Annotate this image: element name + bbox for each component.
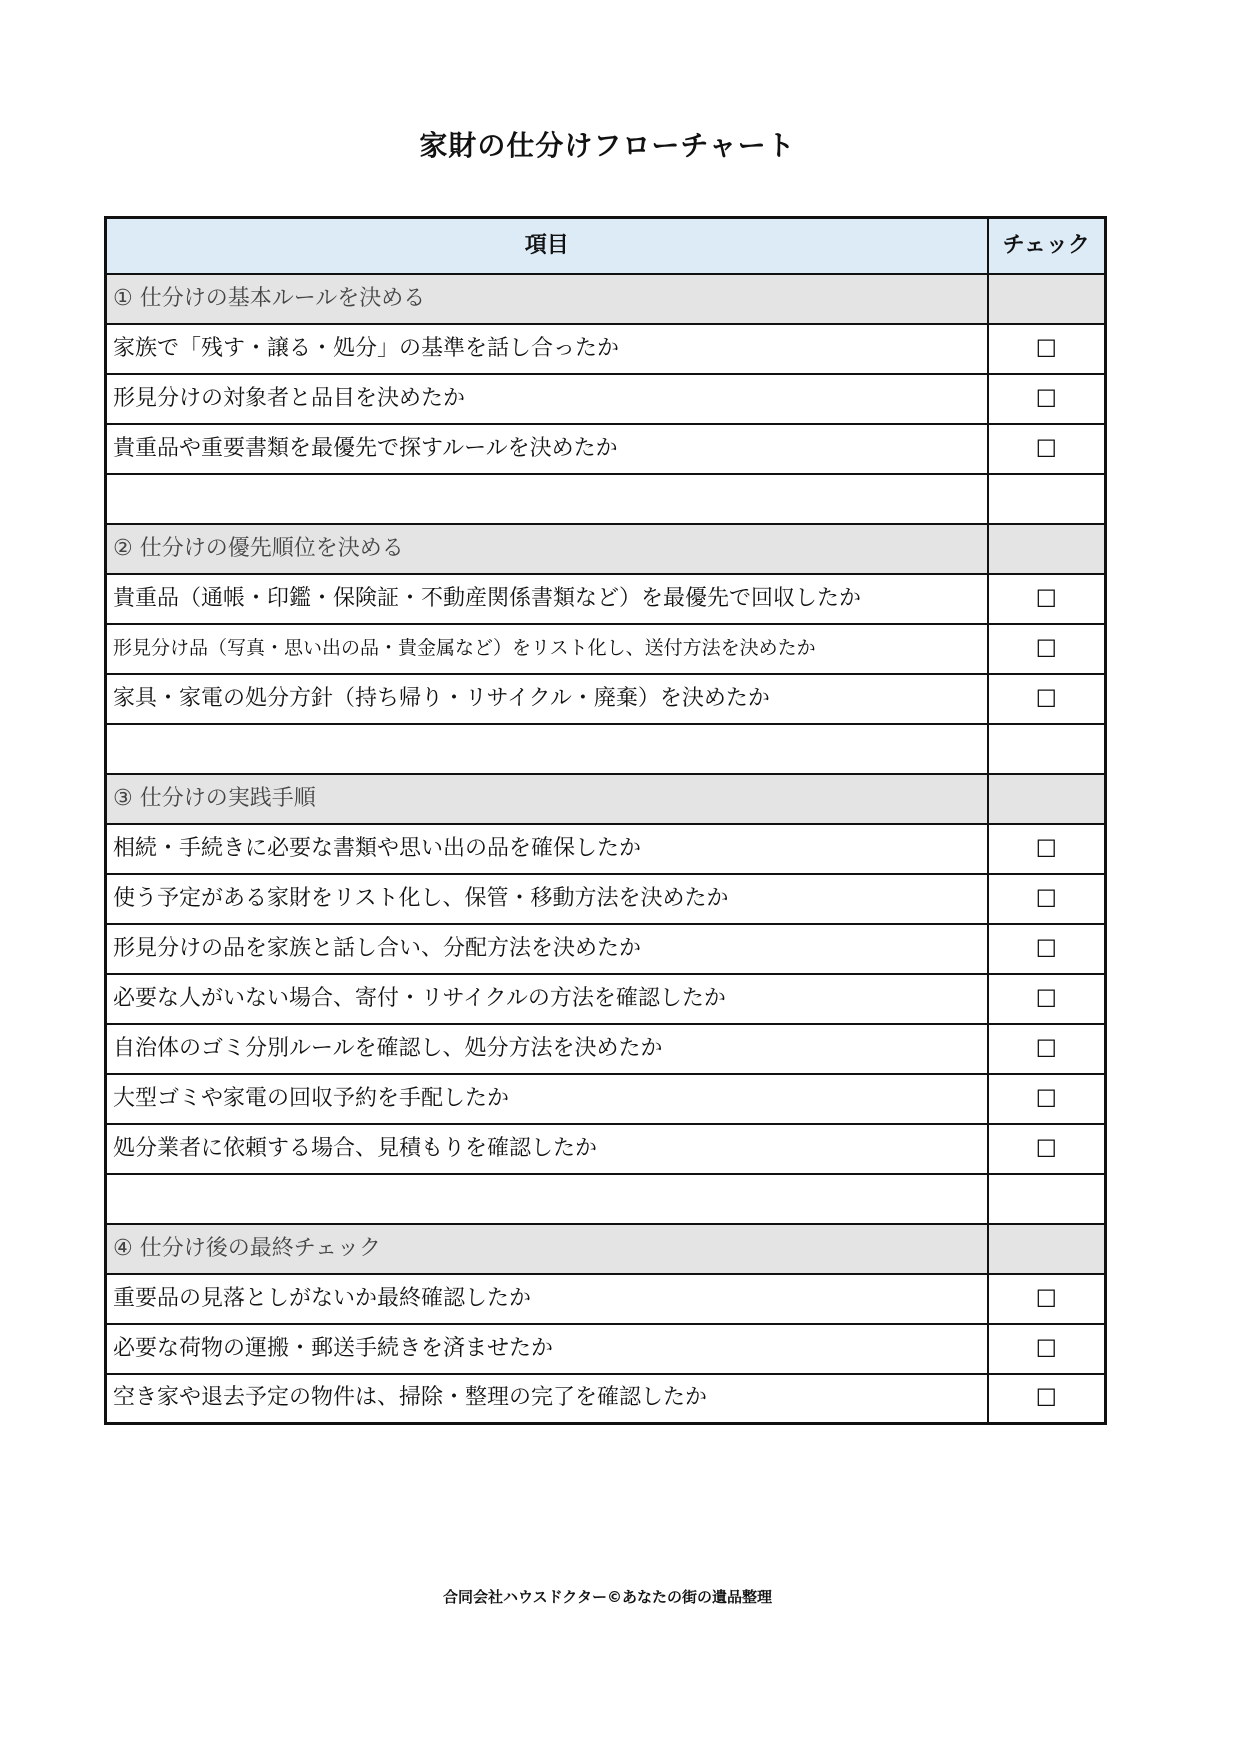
spacer-row [106,724,1106,774]
table-row [106,1324,1106,1374]
checkbox[interactable]: ☐ [988,374,1106,424]
table-row [106,824,1106,874]
checkbox[interactable]: ☐ [988,1124,1106,1174]
checkbox[interactable]: ☐ [988,1274,1106,1324]
section-heading: ③ 仕分けの実践手順 [106,774,988,824]
section-check-cell [988,1224,1106,1274]
checkbox[interactable]: ☐ [988,824,1106,874]
table-row [106,1374,1106,1424]
table-header-row [106,218,1106,274]
table-row [106,574,1106,624]
item-label: 貴重品（通帳・印鑑・保険証・不動産関係書類など）を最優先で回収したか [106,574,988,624]
section-row [106,1224,1106,1274]
table-row [106,624,1106,674]
table-row [106,974,1106,1024]
item-label: 相続・手続きに必要な書類や思い出の品を確保したか [106,824,988,874]
item-label: 家族で「残す・譲る・処分」の基準を話し合ったか [106,324,988,374]
checkbox[interactable]: ☐ [988,674,1106,724]
checkbox[interactable]: ☐ [988,324,1106,374]
checkbox[interactable]: ☐ [988,574,1106,624]
spacer-row [106,474,1106,524]
item-label: 必要な荷物の運搬・郵送手続きを済ませたか [106,1324,988,1374]
spacer-cell [106,474,988,524]
item-label: 必要な人がいない場合、寄付・リサイクルの方法を確認したか [106,974,988,1024]
spacer-cell [106,1174,988,1224]
checkbox[interactable]: ☐ [988,974,1106,1024]
item-label: 貴重品や重要書類を最優先で探すルールを決めたか [106,424,988,474]
spacer-cell [106,724,988,774]
table-row [106,674,1106,724]
checkbox[interactable]: ☐ [988,1324,1106,1374]
section-heading: ② 仕分けの優先順位を決める [106,524,988,574]
table-row [106,1024,1106,1074]
checkbox[interactable]: ☐ [988,1074,1106,1124]
item-label: 形見分けの対象者と品目を決めたか [106,374,988,424]
section-check-cell [988,274,1106,324]
table-row [106,374,1106,424]
footer-credit: 合同会社ハウスドクター©あなたの街の遺品整理 [443,1588,772,1606]
table-row [106,324,1106,374]
checkbox[interactable]: ☐ [988,1374,1106,1424]
checkbox[interactable]: ☐ [988,624,1106,674]
checkbox[interactable]: ☐ [988,924,1106,974]
spacer-cell [988,724,1106,774]
table-row [106,424,1106,474]
table-row [106,924,1106,974]
checkbox[interactable]: ☐ [988,1024,1106,1074]
header-check: チェック [988,218,1106,274]
section-check-cell [988,774,1106,824]
item-label: 自治体のゴミ分別ルールを確認し、処分方法を決めたか [106,1024,988,1074]
spacer-cell [988,474,1106,524]
spacer-row [106,1174,1106,1224]
table-row [106,1274,1106,1324]
table-row [106,1074,1106,1124]
item-label: 重要品の見落としがないか最終確認したか [106,1274,988,1324]
header-item: 項目 [106,218,988,274]
page-title: 家財の仕分けフローチャート [419,129,796,162]
section-heading: ④ 仕分け後の最終チェック [106,1224,988,1274]
item-label: 家具・家電の処分方針（持ち帰り・リサイクル・廃棄）を決めたか [106,674,988,724]
item-label: 処分業者に依頼する場合、見積もりを確認したか [106,1124,988,1174]
section-check-cell [988,524,1106,574]
section-row [106,274,1106,324]
item-label: 大型ゴミや家電の回収予約を手配したか [106,1074,988,1124]
item-label: 使う予定がある家財をリスト化し、保管・移動方法を決めたか [106,874,988,924]
section-row [106,774,1106,824]
spacer-cell [988,1174,1106,1224]
table-row [106,1124,1106,1174]
section-heading: ① 仕分けの基本ルールを決める [106,274,988,324]
section-row [106,524,1106,574]
item-label: 空き家や退去予定の物件は、掃除・整理の完了を確認したか [106,1374,988,1424]
checkbox[interactable]: ☐ [988,424,1106,474]
checklist-table [104,216,1107,1425]
item-label: 形見分け品（写真・思い出の品・貴金属など）をリスト化し、送付方法を決めたか [106,624,988,674]
checkbox[interactable]: ☐ [988,874,1106,924]
item-label: 形見分けの品を家族と話し合い、分配方法を決めたか [106,924,988,974]
table-row [106,874,1106,924]
